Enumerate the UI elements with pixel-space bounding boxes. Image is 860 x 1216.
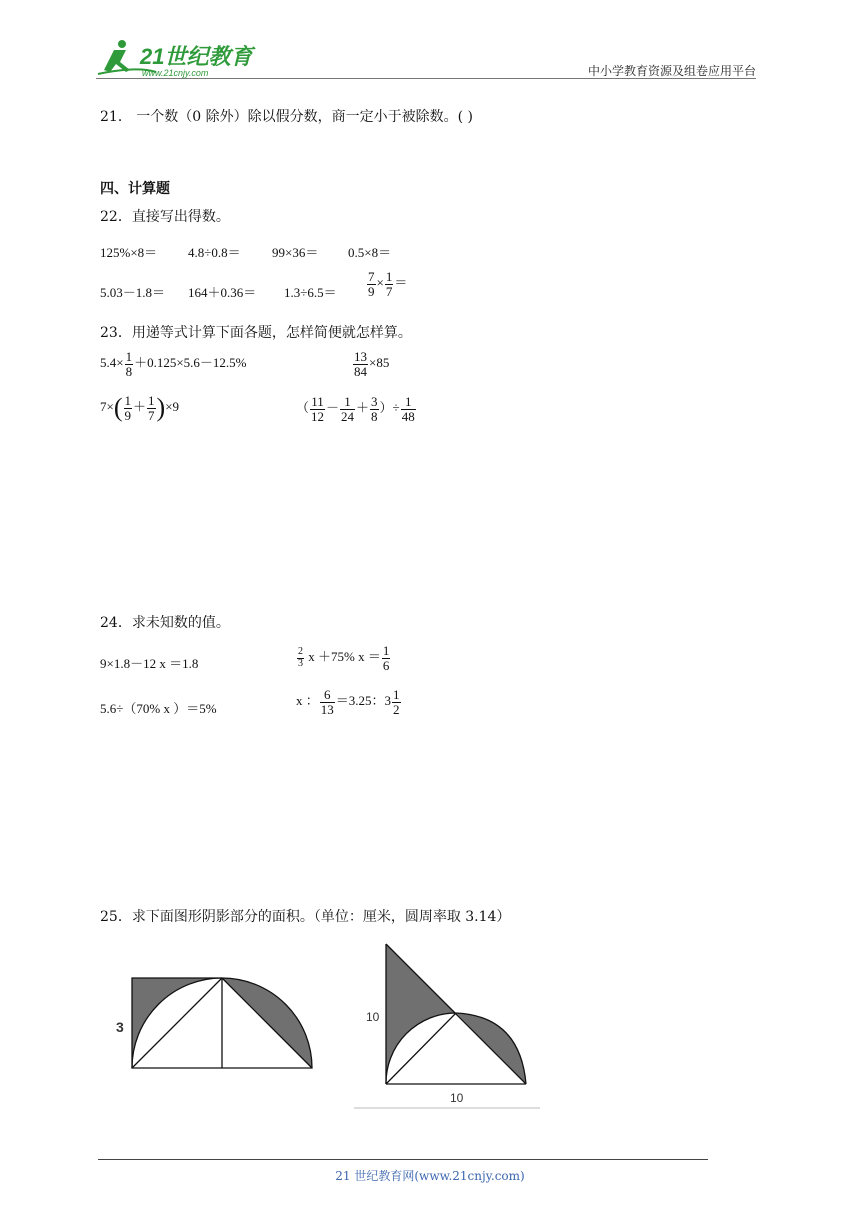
q23-expression-c: 7×( $\frac{1}{9}$ ＋ $\frac{1}{7}$ )×9	[100, 392, 180, 423]
fig2-left-label: 10	[366, 1010, 380, 1024]
question-21: 21． 一个数（0 除外）除以假分数，商一定小于被除数。( )	[100, 109, 473, 125]
fraction: $\frac{13}{84}$	[354, 349, 367, 379]
fraction: $\frac{1}{6}$	[382, 643, 390, 673]
svg-text:21世纪教育: 21世纪教育	[140, 44, 253, 69]
q22-item-6: 164＋0.36＝	[188, 285, 257, 300]
fig2-bottom-label: 10	[450, 1091, 464, 1105]
fraction: $\frac{1}{9}$	[124, 392, 132, 423]
figure-1	[110, 970, 320, 1074]
fraction: $\frac{1}{24}$	[341, 394, 355, 424]
fraction: $\frac{1}{48}$	[401, 394, 415, 424]
q23-expression-a: 5.4× $\frac{1}{8}$ ＋0.125×5.6－12.5%	[100, 349, 247, 379]
question-25-title: 25．求下面图形阴影部分的面积。（单位：厘米，圆周率取 3.14）	[100, 909, 511, 925]
footer-link[interactable]: 21 世纪教育网(www.21cnjy.com)	[335, 1169, 525, 1183]
section-title: 四、计算题	[100, 181, 170, 197]
q22-item-1: 125%×8＝	[100, 245, 158, 260]
question-23-title: 23．用递等式计算下面各题，怎样简便就怎样算。	[100, 325, 412, 341]
fraction: $\frac{1}{7}$	[148, 392, 155, 423]
q23-expression-d: （ $\frac{11}{12}$ － $\frac{1}{24}$ ＋ $\frac{3}{8}$ ）÷ $\frac{1}{48}$	[296, 394, 415, 424]
q24-equation-a: 9×1.8－12 x ＝1.8	[100, 656, 199, 671]
fraction: $\frac{2}{3}$	[298, 646, 303, 669]
footer-divider	[98, 1159, 708, 1160]
fraction: $\frac{1}{2}$	[393, 687, 400, 717]
fraction: $\frac{11}{12}$	[311, 394, 325, 424]
fraction: $\frac{1}{8}$	[125, 349, 133, 379]
q22-item-4: 0.5×8＝	[348, 245, 392, 260]
figure-2	[352, 940, 542, 1112]
header-divider	[96, 78, 756, 79]
q22-item-8: $\frac{7}{9}$ × $\frac{1}{7}$ ＝	[368, 269, 408, 299]
q24-equation-c: 5.6÷（70% x ）＝5%	[100, 701, 217, 716]
fraction: $\frac{3}{8}$	[371, 394, 378, 424]
fig1-label: 3	[116, 1019, 124, 1035]
runner-logo-icon	[96, 36, 256, 80]
fraction: $\frac{7}{9}$	[368, 269, 375, 299]
q22-item-5: 5.03－1.8＝	[100, 285, 166, 300]
header-platform-text: 中小学教育资源及组卷应用平台	[587, 64, 756, 78]
question-22-title: 22．直接写出得数。	[100, 209, 230, 225]
fraction: $\frac{1}{7}$	[385, 269, 393, 299]
q23-expression-b: $\frac{13}{84}$ ×85	[354, 349, 390, 379]
q22-item-3: 99×36＝	[272, 245, 319, 260]
q22-item-2: 4.8÷0.8＝	[188, 245, 241, 260]
q24-equation-b: $\frac{2}{3}$ x ＋75% x ＝ $\frac{1}{6}$	[298, 643, 390, 673]
q22-item-7: 1.3÷6.5＝	[284, 285, 337, 300]
fraction: $\frac{6}{13}$	[320, 687, 334, 717]
logo	[96, 36, 256, 80]
svg-text:www.21cnjy.com: www.21cnjy.com	[142, 68, 209, 78]
question-24-title: 24．求未知数的值。	[100, 615, 230, 631]
q24-equation-d: x ： $\frac{6}{13}$ ＝3.25：3 $\frac{1}{2}$	[296, 687, 400, 717]
